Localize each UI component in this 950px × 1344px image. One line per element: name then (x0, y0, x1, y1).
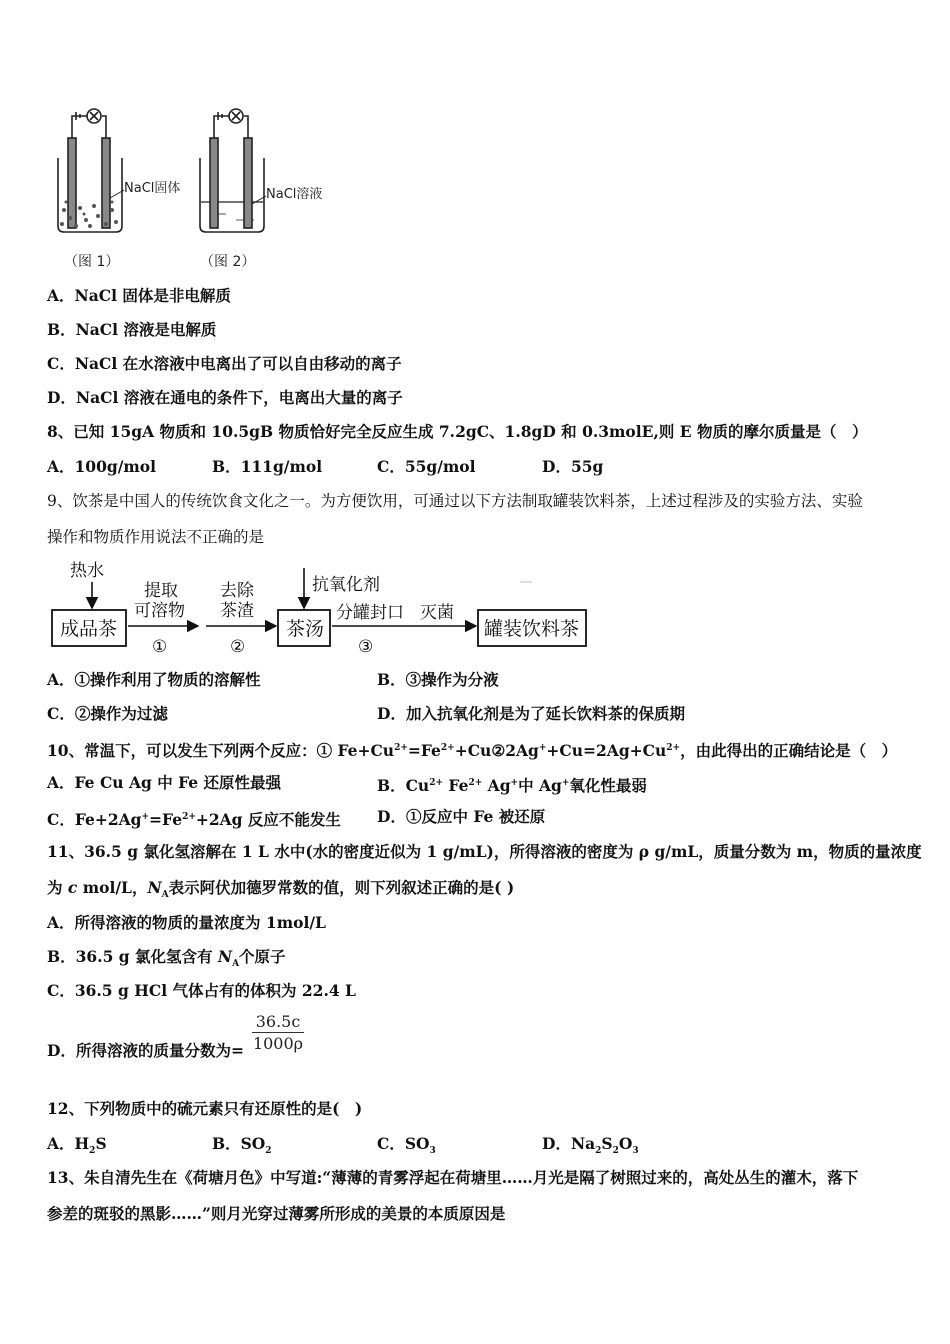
q7-option-c: C．NaCl 在水溶液中电离出了可以自由移动的离子 (47, 354, 402, 373)
q11-option-d-fraction (252, 1012, 304, 1053)
flow-box-tea-soup: 茶汤 (286, 618, 325, 640)
flow-step3-label: 分罐封口 (336, 603, 404, 623)
q9-option-d: D．加入抗氧化剂是为了延长饮料茶的保质期 (377, 704, 685, 723)
flow-sterilize: 灭菌 (420, 603, 454, 623)
q11-option-d: D．所得溶液的质量分数为= (47, 1041, 244, 1060)
q9-stem-line2: 操作和物质作用说法不正确的是 (47, 528, 265, 546)
tea-process-flowchart (48, 558, 608, 658)
q10-option-a: A．Fe Cu Ag 中 Fe 还原性最强 (47, 773, 282, 792)
flow-box-canned-tea: 罐装饮料茶 (484, 618, 580, 640)
q8-option-c: C．55g/mol (377, 457, 476, 476)
q9-stem-line1: 9、饮茶是中国人的传统饮食文化之一。为方便饮用，可通过以下方法制取罐装饮料茶，上述过程涉及的实验方法、实验 (47, 492, 863, 510)
q8-stem: 8、已知 15gA 物质和 10.5gB 物质恰好完全反应生成 7.2gC、1.8gD 和 0.3molE,则 E 物质的摩尔质量是（ ） (47, 422, 868, 441)
q12-option-d: D．$Na_2S_2O_3$ (542, 1134, 639, 1157)
q9-option-b: B．③操作为分液 (377, 670, 499, 689)
flow-step1-label1: 提取 (144, 581, 178, 601)
q8-option-b: B．111g/mol (212, 457, 323, 476)
figure-2-caption: （图 2） (200, 254, 256, 270)
q12-option-a: A．$H_2S$ (47, 1134, 107, 1157)
q10-stem: 10、常温下，可以发生下列两个反应：① $Fe+Cu^{2+}=Fe^{2+}+Cu②2Ag^++Cu=2Ag+Cu^{2+}$，由此得出的正确结论是（ ） (47, 741, 898, 761)
q10-option-b: B．$Cu^{2+}$ $Fe^{2+}$ Ag+中 Ag+氧化性最弱 (377, 776, 647, 796)
figure-1-caption: （图 1） (64, 254, 120, 270)
flow-box-finished-tea: 成品茶 (60, 618, 118, 640)
q7-option-b: B．NaCl 溶液是电解质 (47, 320, 217, 339)
q9-option-a: A．①操作利用了物质的溶解性 (47, 670, 261, 689)
q8-option-d: D．55g (542, 457, 604, 476)
nacl-conductivity-figure (50, 98, 340, 278)
q9-option-c: C．②操作为过滤 (47, 704, 168, 723)
flow-step1-label2: 可溶物 (134, 601, 185, 621)
flow-step1-number: ① (152, 637, 168, 657)
flow-antioxidant: 抗氧化剂 (312, 575, 380, 595)
q11-option-a: A．所得溶液的物质的量浓度为 1mol/L (47, 913, 326, 932)
flow-step2-label1: 去除 (220, 581, 254, 601)
beaker-2 (200, 109, 264, 232)
q7-option-a: A．NaCl 固体是非电解质 (47, 286, 231, 305)
flow-hot-water: 热水 (70, 561, 104, 581)
q11-stem-line1: 11、36.5 g 氯化氢溶解在 1 L 水中(水的密度近似为 1 g/mL)，所得溶液的密度为 ρ g/mL，质量分数为 m，物质的量浓度 (47, 842, 922, 861)
q11-option-c: C．36.5 g HCl 气体占有的体积为 22.4 L (47, 981, 356, 1000)
fraction-numerator: 36.5c (252, 1012, 304, 1033)
q12-stem: 12、下列物质中的硫元素只有还原性的是( ) (47, 1099, 363, 1118)
q7-option-d: D．NaCl 溶液在通电的条件下，电离出大量的离子 (47, 388, 403, 407)
flow-step3-number: ③ (358, 637, 374, 657)
flow-step2-number: ② (230, 637, 246, 657)
beaker-1 (58, 109, 122, 232)
q12-option-c: C．$SO_3$ (377, 1134, 436, 1157)
flow-step2-label2: 茶渣 (220, 601, 254, 621)
q13-stem-line1: 13、朱自清先生在《荷塘月色》中写道:“薄薄的青雾浮起在荷塘里……月光是隔了树照过来的，高处丛生的灌木，落下 (47, 1168, 859, 1187)
nacl-solid-label: NaCl固体 (124, 181, 181, 196)
q8-option-a: A．100g/mol (47, 457, 157, 476)
q10-option-d: D．①反应中 Fe 被还原 (377, 807, 546, 826)
q11-stem-line2: 为 c mol/L，$N_A$表示阿伏加德罗常数的值，则下列叙述正确的是( ) (47, 878, 515, 901)
q11-option-b: B．36.5 g 氯化氢含有 $N_A$个原子 (47, 947, 286, 970)
q13-stem-line2: 参差的斑驳的黑影……”则月光穿过薄雾所形成的美景的本质原因是 (47, 1204, 506, 1223)
q10-option-c: C．$Fe+2Ag^+=Fe^{2+}+2Ag$ 反应不能发生 (47, 810, 341, 830)
fraction-denominator: 1000ρ (252, 1034, 304, 1053)
q12-option-b: B．$SO_2$ (212, 1134, 272, 1157)
nacl-solution-label: NaCl溶液 (266, 187, 323, 202)
